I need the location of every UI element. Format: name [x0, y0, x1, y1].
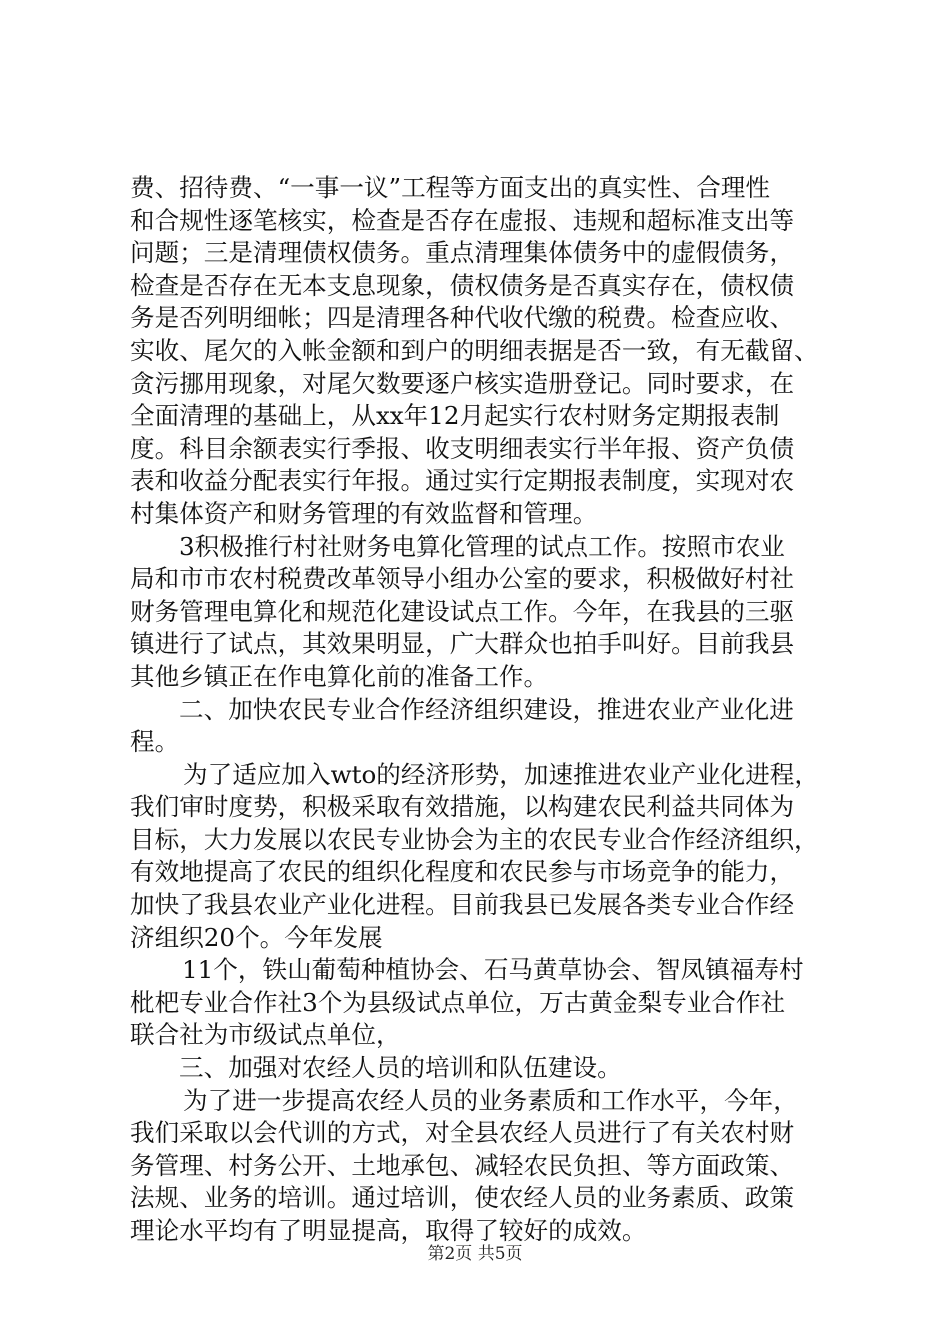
- text-line: 问题；三是清理债权债务。重点清理集体债务中的虚假债务，: [130, 238, 795, 268]
- text-line: 度。科目余额表实行季报、收支明细表实行半年报、资产负债: [130, 433, 795, 463]
- paragraph-start-line: 3积极推行村社财务电算化管理的试点工作。按照市农业: [179, 531, 785, 561]
- text-line: 实收、尾欠的入帐金额和到户的明细表据是否一致，有无截留、: [130, 335, 819, 365]
- text-line: 镇进行了试点，其效果明显，广大群众也拍手叫好。目前我县: [130, 629, 795, 659]
- text-line: 我们审时度势，积极采取有效措施，以构建农民利益共同体为: [130, 792, 795, 822]
- text-line: 程。: [130, 727, 180, 757]
- text-line: 其他乡镇正在作电算化前的准备工作。: [130, 661, 549, 691]
- text-line: 法规、业务的培训。通过培训，使农经人员的业务素质、政策: [130, 1183, 795, 1213]
- text-line: 全面清理的基础上，从xx年12月起实行农村财务定期报表制: [130, 401, 780, 431]
- text-line: 贪污挪用现象，对尾欠数要逐户核实造册登记。同时要求，在: [130, 368, 795, 398]
- paragraph-start-line: 11个，铁山葡萄种植协会、石马黄草协会、智凤镇福寿村: [182, 955, 804, 985]
- text-line: 联合社为市级试点单位，: [130, 1020, 401, 1050]
- section-heading-line: 三、加强对农经人员的培训和队伍建设。: [179, 1053, 622, 1083]
- page-number-footer: 第2页 共5页: [427, 1244, 523, 1264]
- text-line: 济组织20个。今年发展: [130, 922, 383, 952]
- document-body: [130, 172, 830, 1248]
- text-line: 局和市市农村税费改革领导小组办公室的要求，积极做好村社: [130, 564, 795, 594]
- paragraph-start-line: 为了适应加入wto的经济形势，加速推进农业产业化进程，: [183, 759, 819, 789]
- text-line: 费、招待费、“一事一议”工程等方面支出的真实性、合理性: [130, 173, 770, 202]
- text-line: 有效地提高了农民的组织化程度和农民参与市场竞争的能力，: [130, 857, 795, 887]
- text-line: 和合规性逐笔核实，检查是否存在虚报、违规和超标准支出等: [130, 205, 795, 235]
- text-line: 检查是否存在无本支息现象，债权债务是否真实存在，债权债: [130, 270, 795, 300]
- text-line: 表和收益分配表实行年报。通过实行定期报表制度，实现对农: [130, 466, 795, 496]
- text-line: 务是否列明细帐；四是清理各种代收代缴的税费。检查应收、: [130, 303, 795, 333]
- text-line: 枇杷专业合作社3个为县级试点单位，万古黄金梨专业合作社: [130, 987, 786, 1017]
- section-heading-line: 二、加快农民专业合作经济组织建设，推进农业产业化进: [179, 694, 794, 724]
- text-line: 我们采取以会代训的方式，对全县农经人员进行了有关农村财: [130, 1118, 795, 1148]
- text-line: 村集体资产和财务管理的有效监督和管理。: [130, 498, 598, 528]
- text-line: 务管理、村务公开、土地承包、减轻农民负担、等方面政策、: [130, 1150, 795, 1180]
- text-line: 目标，大力发展以农民专业协会为主的农民专业合作经济组织，: [130, 824, 819, 854]
- text-line: 加快了我县农业产业化进程。目前我县已发展各类专业合作经: [130, 890, 795, 920]
- text-line: 财务管理电算化和规范化建设试点工作。今年，在我县的三驱: [130, 596, 795, 626]
- text-line: 理论水平均有了明显提高，取得了较好的成效。: [130, 1216, 647, 1245]
- paragraph-start-line: 为了进一步提高农经人员的业务素质和工作水平，今年，: [183, 1085, 798, 1115]
